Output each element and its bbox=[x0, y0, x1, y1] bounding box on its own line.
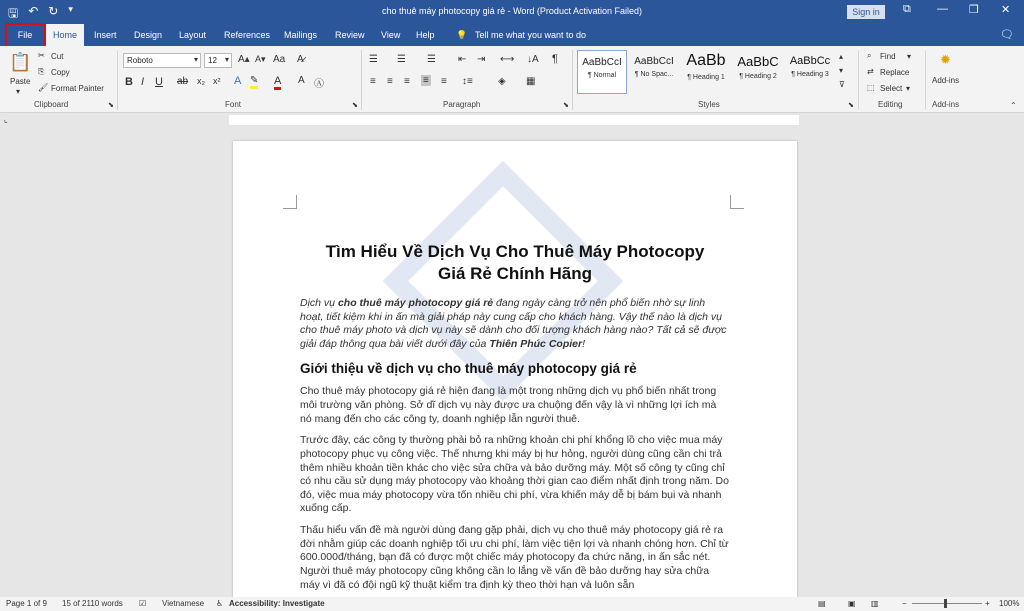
bullets-icon[interactable]: ☰ bbox=[369, 54, 378, 65]
increase-indent-icon[interactable]: ⇥ bbox=[477, 54, 486, 65]
format-painter-icon: 🖌 bbox=[38, 83, 49, 92]
save-icon[interactable]: 🖫 bbox=[8, 6, 19, 20]
enclose-characters-icon[interactable]: Ⓐ bbox=[314, 79, 324, 90]
line-spacing-icon[interactable]: ↕≡ bbox=[462, 76, 473, 87]
copy-icon: ⎘ bbox=[38, 67, 45, 76]
web-layout-icon[interactable]: ▥ bbox=[871, 599, 879, 608]
add-ins-group-label: Add-ins bbox=[932, 100, 960, 109]
intro-keyword: cho thuê máy photocopy giá rẻ bbox=[337, 297, 494, 310]
style-heading-1[interactable] bbox=[681, 50, 731, 94]
margin-corner-mark bbox=[283, 195, 297, 209]
font-name-box[interactable]: Roboto bbox=[123, 53, 201, 68]
intro-text: đang ngày càng trở nên phổ biến nhờ sự linh hoạt, tiết kiệm khi in ấn mà giải pháp này cung cấp cho khách hàng. Vậy thế nào là dịch vụ cho thuê máy photo và dịch vụ này sẽ dành cho đối tượng khách hàng nào? Tất cả sẽ được giải đáp thông qua bài viết dưới đây của bbox=[300, 297, 727, 351]
numbering-icon[interactable]: ☰ bbox=[397, 54, 406, 65]
font-size-box[interactable]: 12 bbox=[204, 53, 232, 68]
document-body[interactable] bbox=[300, 241, 730, 592]
group-divider bbox=[361, 50, 362, 110]
style-no-spacing[interactable] bbox=[629, 50, 679, 94]
zoom-slider-thumb[interactable] bbox=[944, 599, 947, 608]
tab-review[interactable]: Review bbox=[335, 30, 365, 40]
minimize-icon[interactable]: — bbox=[937, 3, 948, 15]
section-heading: Giới thiệu về dịch vụ cho thuê máy photocopy giá rẻ bbox=[300, 360, 637, 376]
customize-qat-icon[interactable]: ▾ bbox=[68, 4, 73, 14]
cut-icon: ✂ bbox=[38, 51, 45, 60]
find-dropdown-icon[interactable]: ▾ bbox=[907, 52, 912, 61]
font-name-dropdown-icon[interactable]: ▾ bbox=[194, 55, 199, 64]
align-left-icon[interactable]: ≡ bbox=[370, 76, 376, 87]
style-name: ¶ Normal bbox=[587, 72, 617, 79]
paste-icon[interactable]: 📋 bbox=[9, 52, 32, 72]
paragraph-group-label: Paragraph bbox=[443, 100, 481, 109]
align-center-icon[interactable]: ≡ bbox=[387, 76, 393, 87]
tab-view[interactable]: View bbox=[381, 30, 401, 40]
tab-mailings[interactable]: Mailings bbox=[284, 30, 318, 40]
document-page[interactable] bbox=[233, 141, 797, 611]
horizontal-ruler[interactable] bbox=[229, 115, 799, 125]
maximize-icon[interactable]: ❐ bbox=[969, 4, 979, 16]
replace-icon: ⇄ bbox=[867, 67, 874, 76]
select-dropdown-icon[interactable]: ▾ bbox=[906, 84, 911, 93]
style-name: ¶ Heading 1 bbox=[687, 74, 725, 81]
font-group-label: Font bbox=[225, 100, 242, 109]
window-title: cho thuê máy photocopy giá rẻ - Word (Product Activation Failed) bbox=[382, 6, 642, 16]
change-case-icon[interactable]: Aa bbox=[273, 54, 286, 65]
character-shading-icon[interactable]: A bbox=[298, 75, 305, 86]
multilevel-list-icon[interactable]: ☰ bbox=[427, 54, 436, 65]
title-line-1: Tìm Hiểu Về Dịch Vụ Cho Thuê Máy Photocopy bbox=[325, 242, 705, 261]
group-divider bbox=[117, 50, 118, 110]
collapse-ribbon-icon[interactable]: ⌃ bbox=[1010, 101, 1017, 110]
add-ins-icon[interactable]: ✹ bbox=[940, 52, 951, 67]
status-bar bbox=[0, 597, 1024, 611]
group-divider bbox=[858, 50, 859, 110]
paragraph-launcher-icon[interactable]: ⬊ bbox=[563, 102, 569, 109]
superscript-icon[interactable]: x² bbox=[213, 76, 221, 86]
clear-formatting-icon[interactable]: A̷ bbox=[297, 54, 304, 65]
intro-paragraph bbox=[300, 297, 730, 352]
chinese-layout-icon[interactable]: ⟷ bbox=[500, 54, 515, 65]
style-name: ¶ No Spac... bbox=[634, 71, 674, 78]
close-icon[interactable]: ✕ bbox=[1001, 4, 1011, 16]
select-icon: ⬚ bbox=[867, 83, 875, 92]
text-effects-icon[interactable]: A bbox=[234, 75, 242, 87]
styles-launcher-icon[interactable]: ⬊ bbox=[848, 102, 854, 109]
cut-button[interactable]: Cut bbox=[51, 52, 64, 61]
justify-icon[interactable]: ≡ bbox=[423, 75, 429, 86]
format-painter-button[interactable]: Format Painter bbox=[51, 84, 104, 93]
strikethrough-icon[interactable]: ab bbox=[177, 76, 189, 87]
tab-layout[interactable]: Layout bbox=[179, 30, 207, 40]
margin-corner-mark bbox=[730, 195, 744, 209]
distributed-icon[interactable]: ≡ bbox=[441, 76, 447, 87]
grow-font-icon[interactable]: A▴ bbox=[238, 54, 250, 65]
replace-button[interactable]: Replace bbox=[880, 68, 910, 77]
ribbon-display-icon[interactable]: ⧉ bbox=[903, 3, 911, 15]
style-sample: AaBbCcI bbox=[634, 56, 674, 67]
style-heading-2[interactable] bbox=[733, 50, 783, 94]
language-indicator[interactable]: Vietnamese bbox=[162, 599, 205, 608]
decrease-indent-icon[interactable]: ⇤ bbox=[458, 54, 467, 65]
find-icon: ⌕ bbox=[867, 51, 872, 60]
word-count[interactable]: 15 of 2110 words bbox=[62, 599, 123, 608]
lightbulb-icon: 💡 bbox=[456, 30, 468, 40]
font-size-dropdown-icon[interactable]: ▾ bbox=[225, 55, 230, 64]
paste-button[interactable]: Paste bbox=[10, 77, 31, 86]
italic-icon[interactable]: I bbox=[141, 76, 145, 88]
file-tab-highlight bbox=[5, 23, 46, 48]
tell-me-search[interactable]: Tell me what you want to do bbox=[475, 30, 587, 40]
ribbon bbox=[0, 46, 1024, 113]
redo-icon[interactable]: ↻ bbox=[48, 4, 59, 18]
add-ins-button[interactable]: Add-ins bbox=[932, 76, 960, 85]
tab-selector-icon[interactable]: ⌞ bbox=[4, 115, 8, 124]
shading-icon[interactable]: ◈ bbox=[498, 76, 506, 87]
accessibility-status[interactable]: Accessibility: Investigate bbox=[229, 599, 325, 608]
copy-button[interactable]: Copy bbox=[51, 68, 70, 77]
tab-home[interactable]: Home bbox=[46, 24, 84, 46]
body-paragraph: Thấu hiểu vấn đề mà người dùng đang gặp phải, dịch vụ cho thuê máy photocopy giá rẻ ra đời nhằm giúp các doanh nghiệp tối ưu chi phí, làm việc tiện lợi và nhanh chóng hơn. Chỉ từ 600.000đ/tháng, bạn đã có được một chiếc máy photocopy đa chức năng, in ấn sắc nét. Người thuê máy photocopy cũng không cần lo lắng về vấn đề bảo dưỡng hay sửa chữa máy vì đã có đội ngũ kỹ thuật kiểm tra định kỳ theo thời hạn và luôn sẵn bbox=[300, 524, 729, 591]
styles-scroll-down-icon[interactable]: ▾ bbox=[839, 66, 844, 75]
tab-file[interactable]: File bbox=[17, 30, 33, 40]
focus-mode-icon[interactable]: ▤ bbox=[818, 599, 826, 608]
find-button[interactable]: Find bbox=[880, 52, 896, 61]
title-line-2: Giá Rẻ Chính Hãng bbox=[438, 264, 592, 284]
ribbon-tabs bbox=[0, 24, 1024, 46]
style-sample: AaBbC bbox=[737, 54, 779, 69]
shrink-font-icon[interactable]: A▾ bbox=[255, 54, 266, 64]
font-launcher-icon[interactable]: ⬊ bbox=[352, 102, 358, 109]
sort-icon[interactable]: ↓A bbox=[527, 54, 539, 65]
bold-icon[interactable]: B bbox=[125, 76, 133, 88]
style-normal[interactable] bbox=[577, 50, 627, 94]
font-color-icon[interactable]: A bbox=[274, 75, 281, 90]
group-divider bbox=[925, 50, 926, 110]
editing-group-label: Editing bbox=[878, 100, 903, 109]
style-name: ¶ Heading 3 bbox=[791, 71, 829, 78]
styles-group-label: Styles bbox=[698, 100, 720, 109]
zoom-level[interactable]: 100% bbox=[999, 599, 1020, 608]
undo-icon[interactable]: ↶ bbox=[28, 4, 39, 18]
styles-scroll-up-icon[interactable]: ▴ bbox=[839, 52, 844, 61]
tab-references[interactable]: References bbox=[224, 30, 271, 40]
body-paragraph: Trước đây, các công ty thường phải bỏ ra những khoản chi phí khổng lồ cho việc mua máy photocopy phục vụ công việc. Thế nhưng khi máy bị hư hỏng, người dùng cũng cần chi trả thêm nhiều khoản tiền khác cho việc sửa chữa và bảo dưỡng máy. Một số công ty cũng chỉ có nhu cầu sử dụng máy photocopy vào khoảng thời gian cao điểm nhất định trong năm. Do đó, việc mua máy photocopy vừa tốn nhiều chi phí, vừa khiến máy dễ bị bám bụi và nhanh xuống cấp. bbox=[300, 434, 729, 515]
sign-in-button[interactable]: Sign in bbox=[847, 5, 885, 19]
zoom-in-icon[interactable]: + bbox=[985, 599, 990, 608]
style-heading-3[interactable] bbox=[785, 50, 835, 94]
borders-icon[interactable]: ▦ bbox=[526, 76, 536, 87]
tab-help[interactable]: Help bbox=[416, 30, 435, 40]
tab-insert[interactable]: Insert bbox=[94, 30, 117, 40]
show-formatting-marks-icon[interactable]: ¶ bbox=[552, 53, 558, 65]
zoom-slider[interactable] bbox=[912, 603, 982, 604]
select-button[interactable]: Select bbox=[880, 84, 903, 93]
align-right-icon[interactable]: ≡ bbox=[404, 76, 410, 87]
styles-more-icon[interactable]: ⊽ bbox=[839, 80, 845, 89]
intro-text: Dịch vụ bbox=[300, 297, 338, 310]
comments-icon[interactable]: 🗨 bbox=[1000, 29, 1014, 41]
underline-icon[interactable]: U bbox=[155, 76, 163, 88]
highlight-color-icon[interactable]: ✎ bbox=[250, 75, 258, 89]
group-divider bbox=[572, 50, 573, 110]
subscript-icon[interactable]: x₂ bbox=[197, 76, 205, 86]
paste-dropdown-icon[interactable]: ▾ bbox=[16, 87, 21, 96]
accessibility-icon: ♿ bbox=[216, 599, 224, 608]
title-bar bbox=[0, 0, 1024, 24]
style-sample: AaBbCc bbox=[789, 55, 831, 67]
clipboard-launcher-icon[interactable]: ⬊ bbox=[108, 102, 114, 109]
vertical-ruler[interactable] bbox=[0, 135, 14, 597]
print-layout-icon[interactable]: ▣ bbox=[848, 599, 856, 608]
intro-brand: Thiên Phúc Copier bbox=[489, 338, 583, 351]
style-name: ¶ Heading 2 bbox=[739, 73, 777, 80]
page-count[interactable]: Page 1 of 9 bbox=[6, 599, 47, 608]
clipboard-group-label: Clipboard bbox=[34, 100, 69, 109]
zoom-out-icon[interactable]: − bbox=[902, 599, 907, 608]
intro-text: ! bbox=[582, 338, 585, 351]
proofing-icon[interactable]: ☑ bbox=[139, 599, 147, 608]
style-sample: AaBb bbox=[686, 52, 726, 69]
style-sample: AaBbCcI bbox=[582, 57, 622, 68]
body-paragraph: Cho thuê máy photocopy giá rẻ hiện đang là một trong những dịch vụ phổ biến nhất trong môi trường văn phòng. Sở dĩ dịch vụ này được ưa chuộng đến vậy là vì những lợi ích mà nó mang đến cho các công ty, doanh nghiệp lẫn người thuê. bbox=[300, 385, 717, 425]
document-title bbox=[300, 241, 730, 285]
tab-design[interactable]: Design bbox=[134, 30, 163, 40]
